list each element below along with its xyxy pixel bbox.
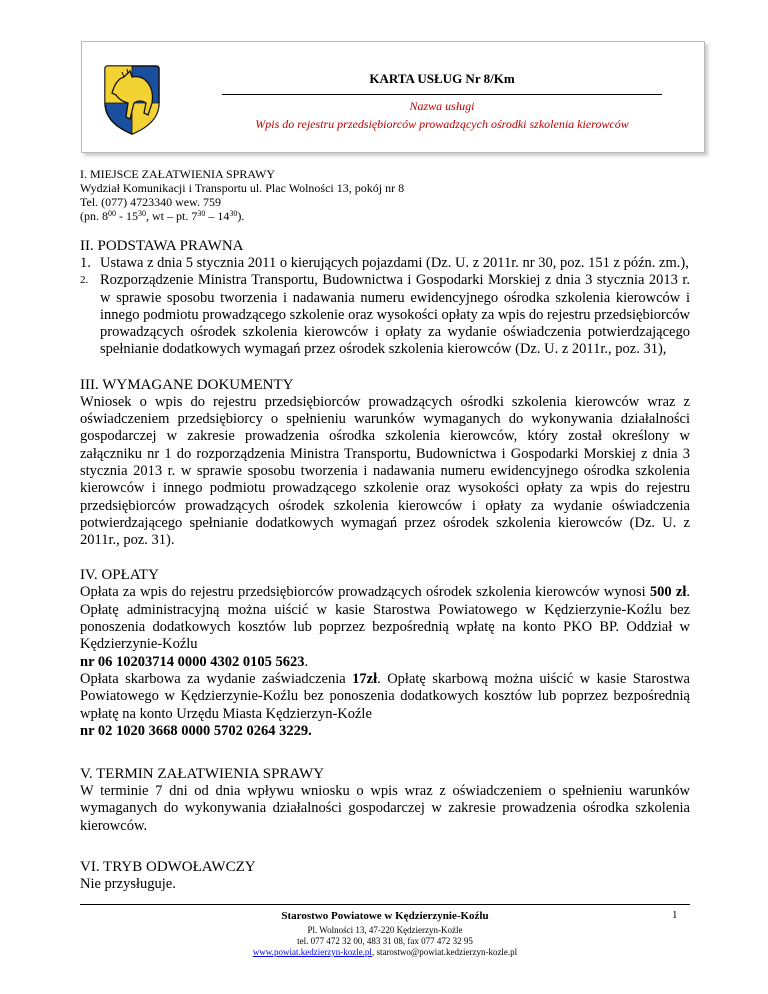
footer-divider: [80, 904, 690, 905]
footer-contact: www.powiat.kedzierzyn-kozle.pl, starostwo@powiat.kedzierzyn-kozle.pl: [252, 947, 518, 957]
bank-account-city: nr 02 1020 3668 0000 5702 0264 3229.: [80, 722, 312, 739]
service-name: Wpis do rejestru przedsiębiorców prowadzących ośrodki szkolenia kierowców: [255, 117, 629, 131]
stamp-duty-text: Opłata skarbowa za wydanie zaświadczenia 17zł. Opłatę skarbową można uiścić w kasie Starostwa Powiatowego w Kędzierzynie-Koźlu bez ponoszenia dodatkowych kosztów lub poprzez bezpośrednią wpłatę na konto Urzędu Miasta Kędzierzyn-Koźle: [80, 670, 690, 722]
section-appeal: [80, 859, 690, 893]
section-required-documents-heading: III. WYMAGANE DOKUMENTY: [80, 376, 294, 393]
footer-organization: Starostwo Powiatowe w Kędzierzynie-Koźlu: [281, 910, 489, 922]
list-item: 2. Rozporządzenie Ministra Transportu, Budownictwa i Gospodarki Morskiej z dnia 3 stycznia 2013 r. w sprawie sposobu tworzenia i nadawania numeru ewidencyjnego ośrodka szkolenia kierowców i innego podmiotu prowadzącego szkolenie oraz wysokości opłaty za wpis do rejestru przedsiębiorców prowadzących ośrodek szkolenia kierowców i opłaty za wydanie oświadczenia potwierdzającego spełnianie dodatkowych wymagań przez ośrodek szkolenia kierowców (Dz. U. z 2011r., poz. 31),: [80, 272, 690, 358]
required-documents-text: Wniosek o wpis do rejestru przedsiębiorców prowadzących ośrodki szkolenia kierowców wraz z oświadczeniem przedsiębiorcy o spełnieniu warunków wymaganych do wykonywania działalności gospodarczej w zakresie prowadzenia ośrodka szkolenia kierowców, który został określony w załączniku nr 1 do rozporządzenia Ministra Transportu, Budownictwa i Gospodarki Morskiej z dnia 3 stycznia 2013 r. w sprawie sposobu tworzenia i nadawania numeru ewidencyjnego ośrodka szkolenia kierowców i innego podmiotu prowadzącego szkolenie oraz wysokości opłaty za wpis do rejestru przedsiębiorców prowadzących ośrodek szkolenia kierowców i opłaty za wydanie oświadczenia potwierdzającego spełnianie dodatkowych wymagań przez ośrodek szkolenia kierowców (Dz. U. z 2011r., poz. 31).: [80, 393, 690, 549]
header-box: [81, 41, 705, 153]
legal-basis-list: [80, 255, 690, 359]
admin-fee-text: Opłata za wpis do rejestru przedsiębiorców prowadzących ośrodek szkolenia kierowców wynosi 500 zł. Opłatę administracyjną można uiścić w kasie Starostwa Powiatowego w Kędzierzynie-Koźlu bez ponoszenia dodatkowych kosztów lub poprzez bezpośrednią wpłatę na konto PKO BP. Oddział w Kędzierzynie-Koźlu: [80, 584, 690, 653]
section-appeal-heading: VI. TRYB ODWOŁAWCZY: [80, 859, 256, 876]
section-required-documents: [80, 377, 690, 550]
bank-account-pko: nr 06 10203714 0000 4302 0105 5623.: [80, 653, 309, 670]
department-address: Wydział Komunikacji i Transportu ul. Plac Wolności 13, pokój nr 8: [80, 181, 405, 195]
document-body: [80, 167, 690, 911]
stamp-duty-amount: 17zł: [352, 670, 378, 687]
coat-of-arms-icon: [102, 63, 162, 137]
admin-fee-amount: 500 zł: [649, 584, 687, 601]
deadline-text: W terminie 7 dni od dnia wpływu wniosku o wpis wraz z oświadczeniem o spełnieniu warunków wymaganych do wykonywania działalności gospodarczej w zakresie prowadzenia ośrodka szkolenia kierowców.: [80, 783, 690, 834]
page-number: 1: [672, 909, 678, 921]
section-deadline: [80, 766, 690, 835]
list-item: 1. Ustawa z dnia 5 stycznia 2011 o kierujących pojazdami (Dz. U. z 2011r. nr 30, poz. 151 z późn. zm.),: [80, 255, 689, 271]
department-phone: Tel. (077) 4723340 wew. 759: [80, 195, 222, 209]
email-address[interactable]: starostwo@powiat.kedzierzyn-kozle.pl: [376, 947, 518, 957]
footer-address: Pl. Wolności 13, 47-220 Kędzierzyn-Koźle: [307, 925, 463, 935]
header-divider: [222, 94, 662, 95]
website-link[interactable]: www.powiat.kedzierzyn-kozle.pl: [252, 947, 372, 957]
section-location-heading: I. MIEJSCE ZAŁATWIENIA SPRAWY: [80, 167, 276, 181]
card-title: KARTA USŁUG Nr 8/Km: [369, 71, 515, 86]
section-legal-basis: [80, 238, 690, 359]
section-fees-heading: IV. OPŁATY: [80, 567, 159, 584]
section-fees: [80, 567, 690, 740]
service-name-label: Nazwa usługi: [409, 99, 475, 113]
footer-phone: tel. 077 472 32 00, 483 31 08, fax 077 472 32 95: [297, 936, 473, 946]
appeal-text: Nie przysługuje.: [80, 876, 176, 893]
office-hours: (pn. $8^{00} - 15^{30}$, wt – pt. $7^{30} - 14^{30}$).: [80, 209, 245, 223]
section-legal-basis-heading: II. PODSTAWA PRAWNA: [80, 238, 244, 254]
section-location: [80, 167, 690, 223]
section-deadline-heading: V. TERMIN ZAŁATWIENIA SPRAWY: [80, 766, 325, 783]
